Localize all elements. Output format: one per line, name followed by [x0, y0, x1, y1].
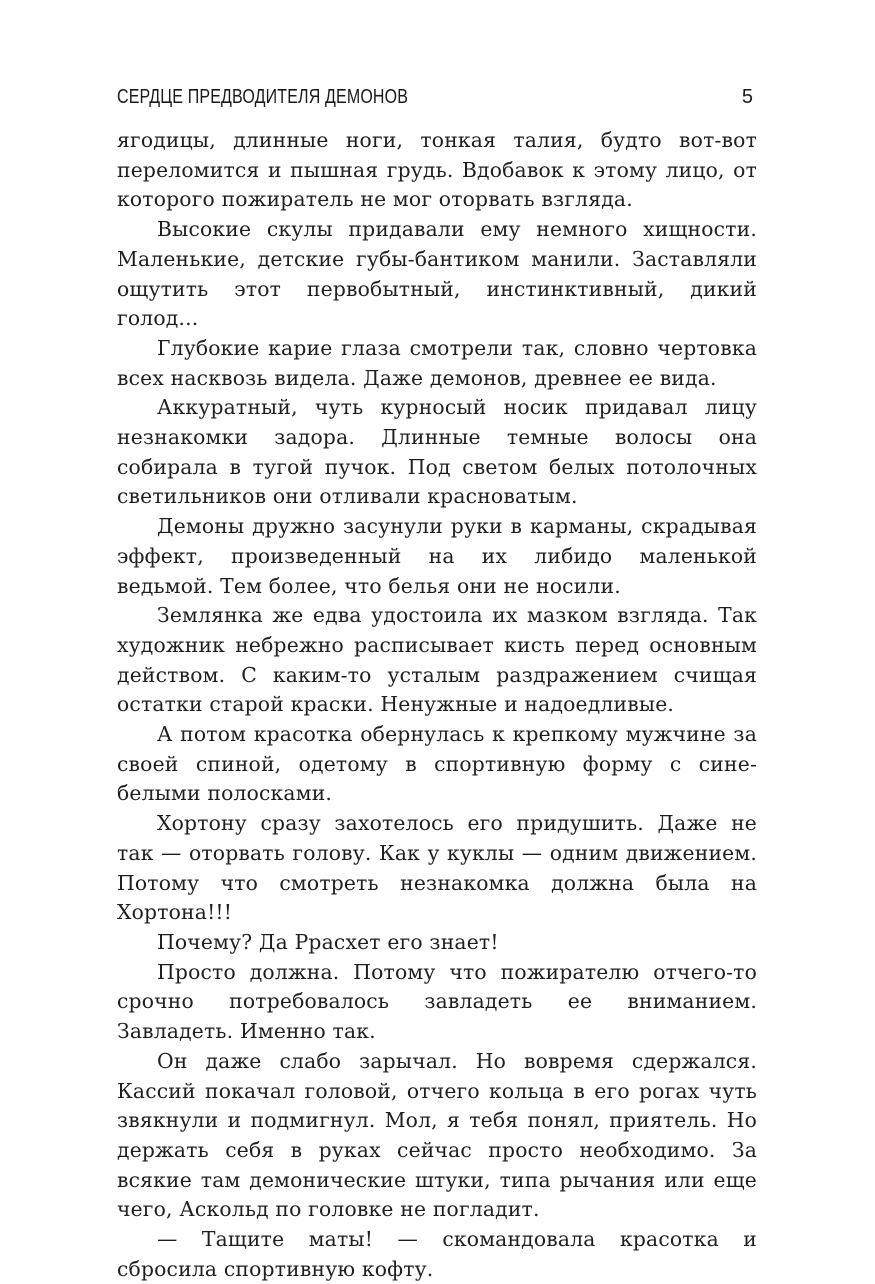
running-title: СЕРДЦЕ ПРЕДВОДИТЕЛЯ ДЕМОНОВ — [117, 86, 409, 108]
paragraph: Землянка же едва удостоила их мазком взгляда. Так художник небрежно расписывает кисть перед основным действом. С каким-то усталым раздражением счищая остатки старой краски. Ненужные и надоедливые. — [117, 603, 757, 717]
running-head — [117, 86, 757, 116]
book-page — [117, 86, 757, 1284]
paragraph: Просто должна. Потому что пожирателю отчего-то срочно потребовалось завладеть ее вниманием. Завладеть. Именно так. — [117, 959, 757, 1044]
paragraph-continued: ягодицы, длинные ноги, тонкая талия, будто вот-вот переломится и пышная грудь. Вдобавок к этому лицо, от которого пожиратель не мог оторвать взгляда. — [117, 128, 757, 212]
paragraph: Демоны дружно засунули руки в карманы, скрадывая эффект, произведенный на их либидо маленькой ведьмой. Тем более, что белья они не носили. — [117, 514, 757, 598]
paragraph-dialogue: — Тащите маты! — скомандовала красотка и сбросила спортивную кофту. — [117, 1227, 757, 1281]
body-text — [117, 126, 757, 1284]
paragraph: А потом красотка обернулась к крепкому мужчине за своей спиной, одетому в спортивную форму с сине-белыми полосками. — [117, 722, 757, 806]
paragraph: Глубокие карие глаза смотрели так, словно чертовка всех насквозь видела. Даже демонов, древнее ее вида. — [117, 335, 757, 390]
page-number: 5 — [741, 86, 753, 108]
paragraph: Высокие скулы придавали ему немного хищности. Маленькие, детские губы-бантиком манили. Заставляли ощутить этот первобытный, инстинктивный, дикий голод... — [117, 217, 757, 331]
paragraph: Аккуратный, чуть курносый носик придавал лицу незнакомки задора. Длинные темные волосы она собирала в тугой пучок. Под светом белых потолочных светильников они отливали красноватым. — [117, 395, 757, 509]
paragraph: Он даже слабо зарычал. Но вовремя сдержался. Кассий покачал головой, отчего кольца в его рогах чуть звякнули и подмигнул. Мол, я тебя понял, приятель. Но держать себя в руках сейчас просто необходимо. За всякие там демонические штуки, типа рычания или еще чего, Аскольд по головке не погладит. — [117, 1048, 757, 1222]
paragraph: Почему? Да Ррасхет его знает! — [157, 929, 499, 954]
paragraph: Хортону сразу захотелось его придушить. Даже не так — оторвать голову. Как у куклы — одним движением. Потому что смотреть незнакомка должна была на Хортона!!! — [117, 811, 757, 925]
